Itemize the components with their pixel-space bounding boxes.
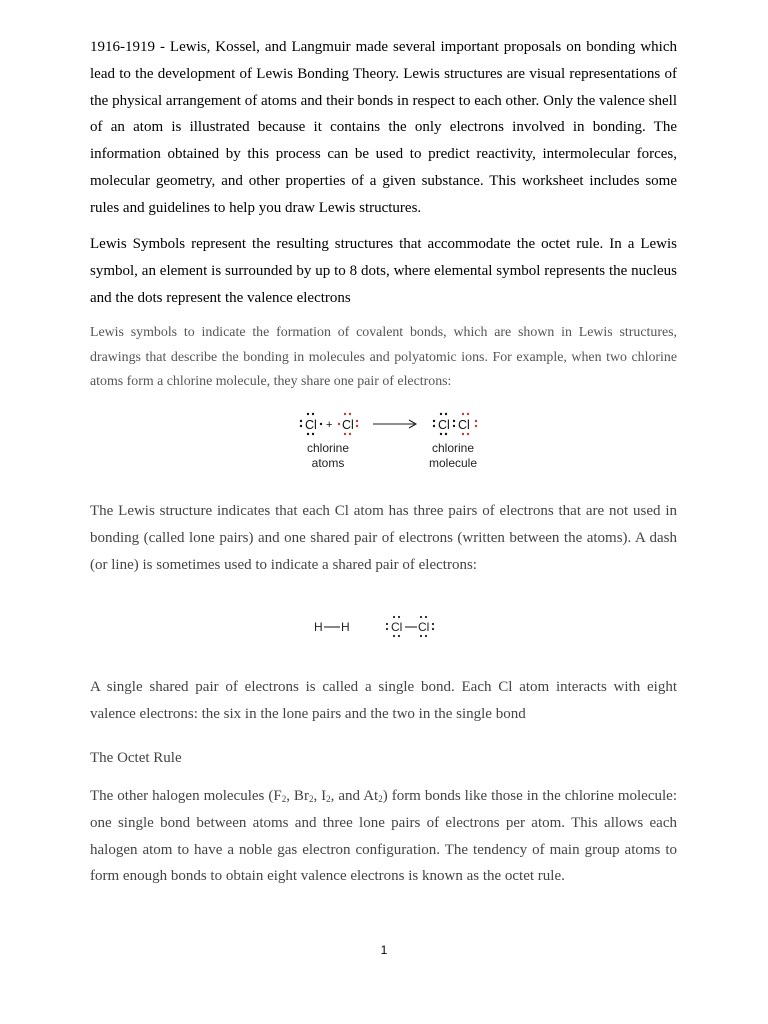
octet-text-1: The other halogen molecules (F	[90, 788, 282, 804]
molecule-label-line1: chlorine	[431, 441, 475, 455]
molecule-cl-left: Cl	[438, 418, 450, 432]
plus-sign: +	[326, 419, 333, 431]
lewis-symbols-paragraph: Lewis Symbols represent the resulting structures that accommodate the octet rule. In a Lewis symbol, an element is surrounded by up to 8 dots, where elemental symbol represents the nucleus and the dots represent the valence electrons	[90, 236, 677, 306]
dash-notation-figure	[305, 596, 505, 640]
octet-text-4: , and At	[330, 788, 379, 804]
lone-pairs-paragraph: The Lewis structure indicates that each Cl atom has three pairs of electrons that are not used in bonding (called lone pairs) and one shared pair of electrons (written between the atoms). A dash (or line) is sometimes used to indicate a shared pair of electrons:	[90, 503, 677, 573]
cl-dash-left: Cl	[391, 620, 403, 634]
octet-rule-paragraph	[90, 783, 677, 890]
subscript-br: 2	[308, 794, 314, 804]
cl-atom-right: Cl	[342, 418, 354, 432]
molecule-label-line2: molecule	[428, 456, 478, 470]
atoms-label-line1: chlorine	[306, 441, 350, 455]
single-bond-paragraph: A single shared pair of electrons is called a single bond. Each Cl atom interacts with eight valence electrons: the six in the lone pairs and the two in the single bond	[90, 679, 677, 722]
atoms-label-line2: atoms	[311, 456, 345, 470]
cl-atom-left: Cl	[305, 418, 317, 432]
octet-text-5: ) form bonds like those in the chlorine molecule: one single bond between atoms and three lone pairs of electrons per atom. This allows each halogen atom to have a noble gas electron configuration. The tendency of main group atoms to form enough bonds to obtain eight valence electrons is known as the octet rule.	[90, 788, 677, 885]
subscript-i: 2	[326, 794, 331, 804]
octet-text-2: , Br	[286, 788, 309, 804]
octet-rule-heading: The Octet Rule	[90, 750, 182, 766]
chlorine-molecule-label	[418, 441, 488, 471]
h-atom-left: H	[314, 620, 323, 634]
cl-dash-right: Cl	[418, 620, 430, 634]
chlorine-formation-diagram	[290, 404, 490, 446]
subscript-f: 2	[281, 794, 287, 804]
octet-text-3: , I	[313, 788, 327, 804]
dash-notation-diagram	[305, 596, 505, 640]
chlorine-formation-figure	[290, 404, 490, 476]
h-atom-right: H	[341, 620, 350, 634]
covalent-bonds-paragraph: Lewis symbols to indicate the formation of covalent bonds, which are shown in Lewis structures, drawings that describe the bonding in molecules and polyatomic ions. For example, when two chlorine atoms form a chlorine molecule, they share one pair of electrons:	[90, 325, 677, 389]
subscript-at: 2	[378, 794, 383, 804]
molecule-cl-right: Cl	[458, 418, 470, 432]
page-number: 1	[380, 943, 388, 957]
chlorine-atoms-label	[294, 441, 362, 471]
intro-paragraph: 1916-1919 - Lewis, Kossel, and Langmuir made several important proposals on bonding which lead to the development of Lewis Bonding Theory. Lewis structures are visual representations of the physical arrangement of atoms and their bonds in respect to each other. Only the valence shell of an atom is illustrated because it contains the only electrons involved in bonding. The information obtained by this process can be used to predict reactivity, intermolecular forces, molecular geometry, and other properties of a given substance. This worksheet includes some rules and guidelines to help you draw Lewis structures.	[90, 39, 677, 216]
